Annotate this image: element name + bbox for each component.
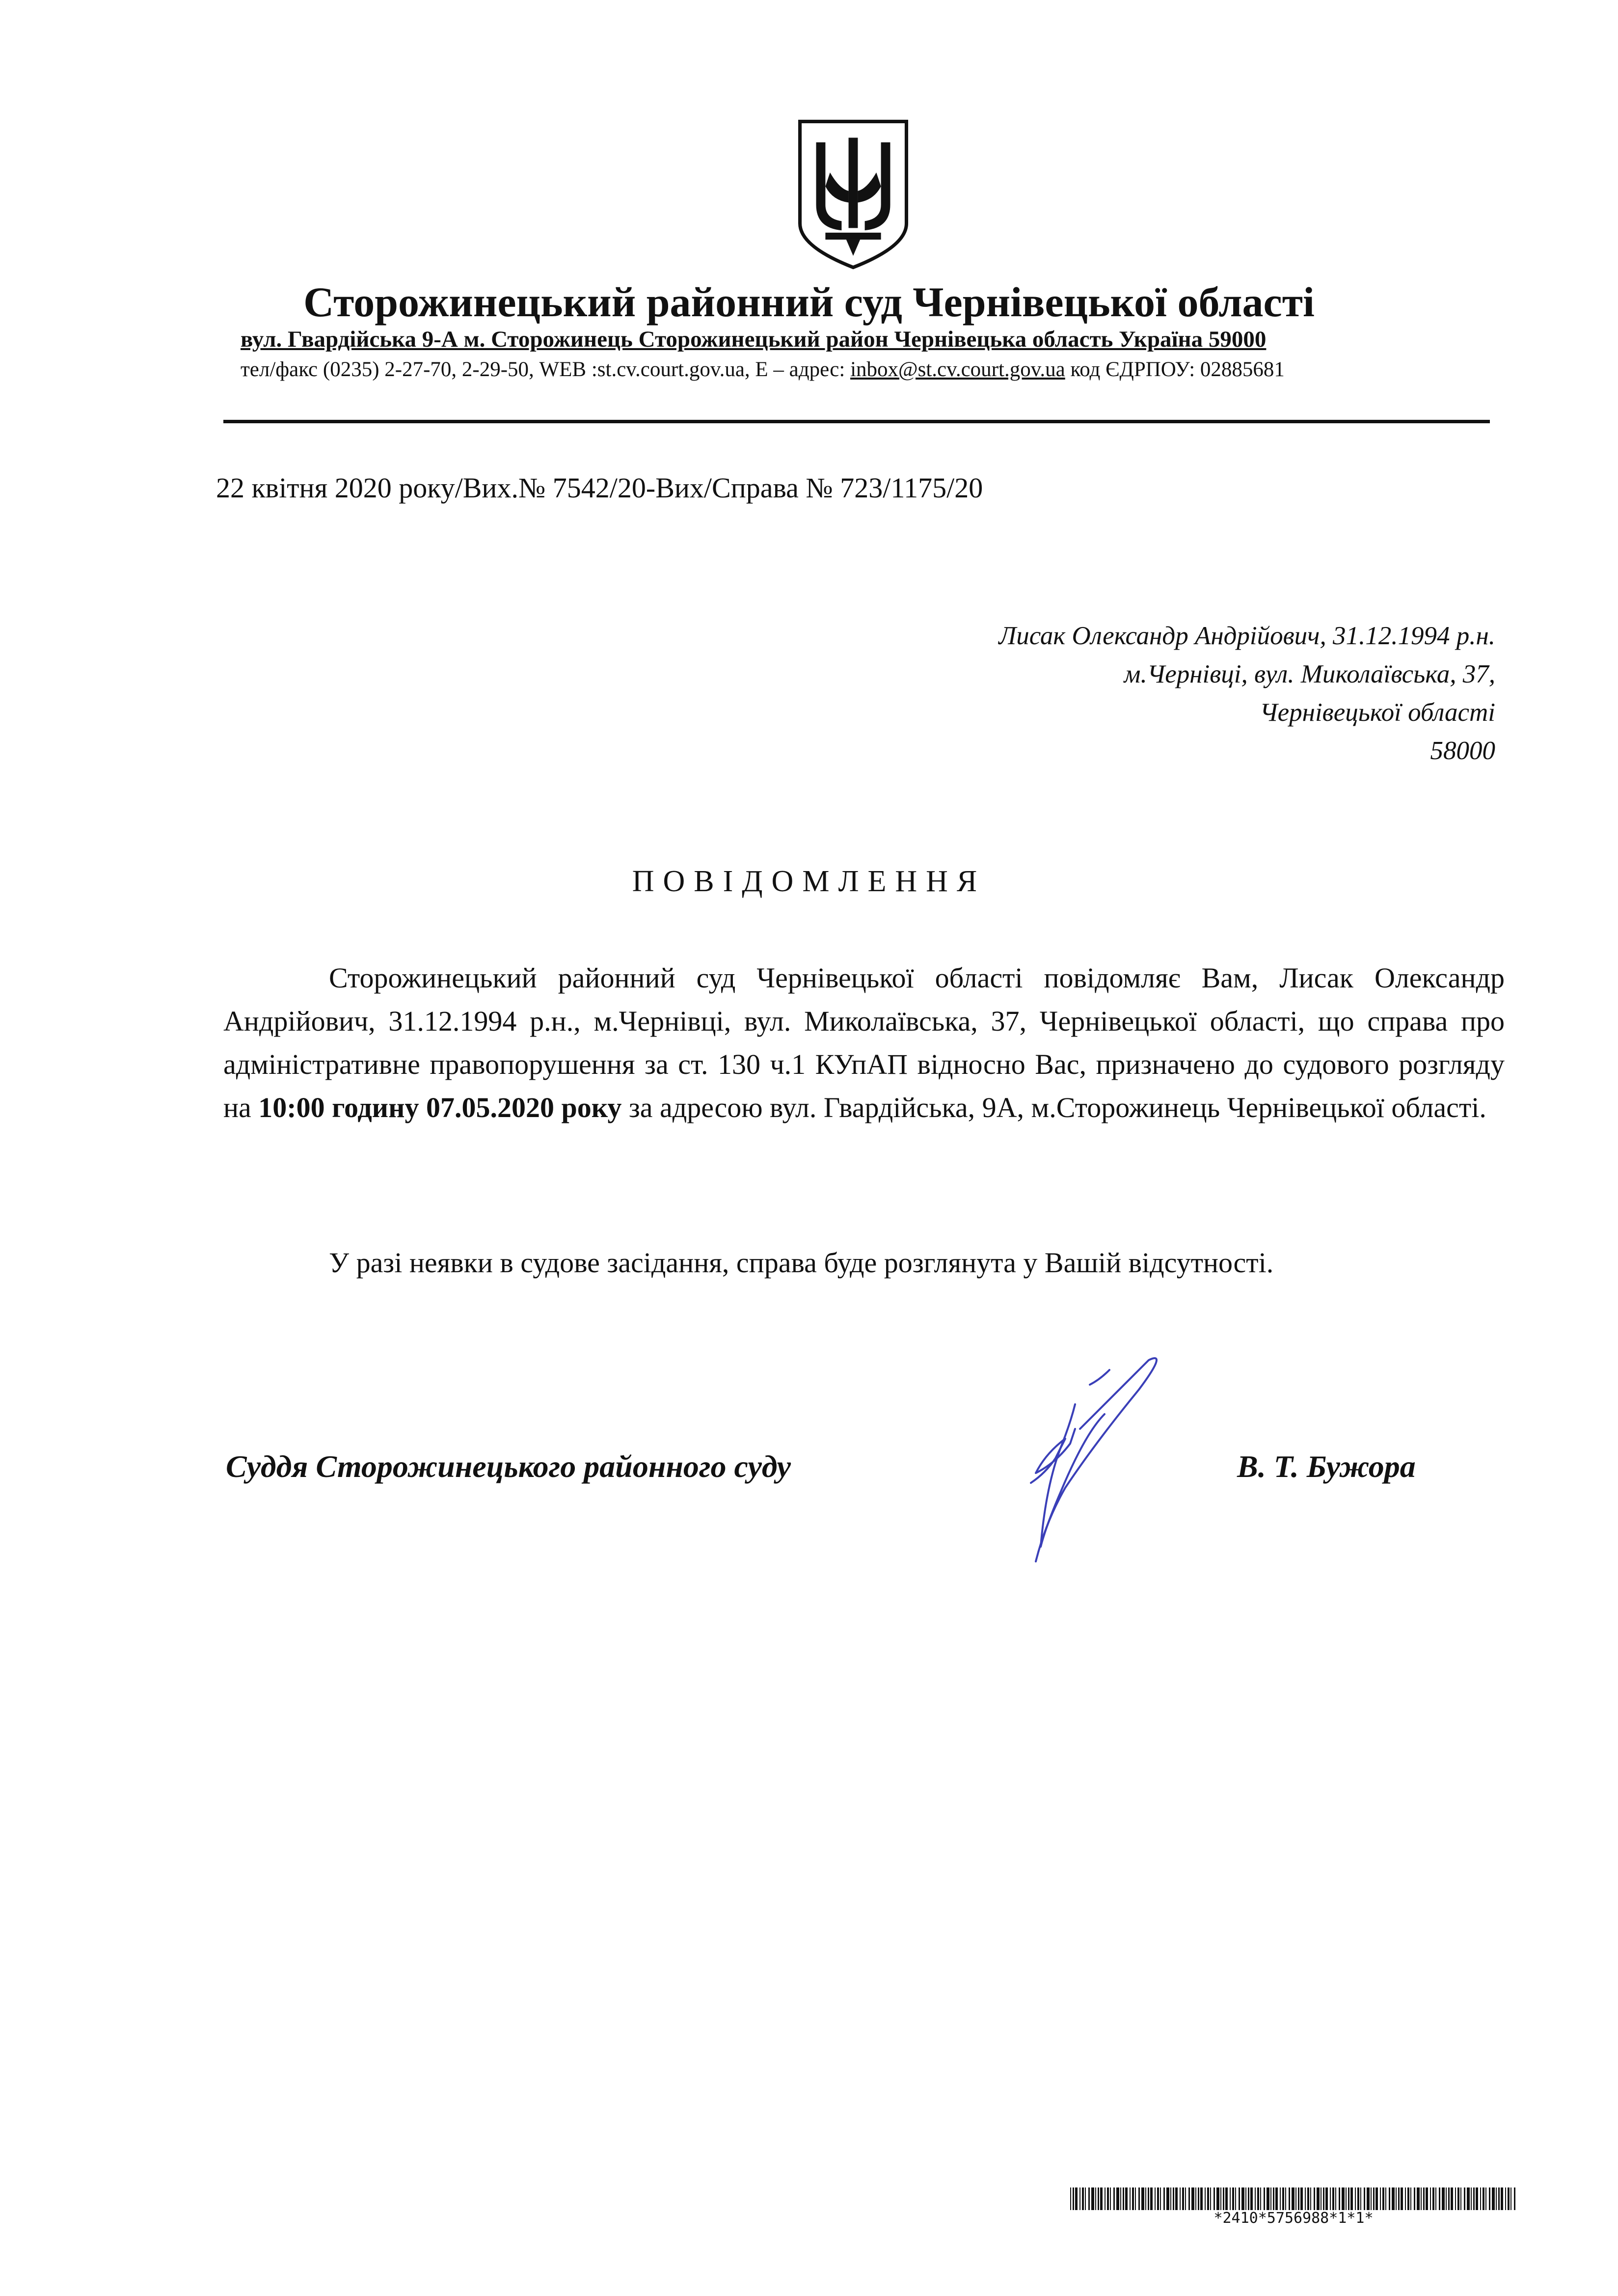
barcode-bar <box>1239 2187 1240 2210</box>
barcode-bar <box>1451 2187 1453 2210</box>
barcode-bar <box>1455 2187 1456 2210</box>
header-divider <box>223 420 1490 423</box>
barcode-bar <box>1188 2187 1190 2210</box>
court-contacts <box>241 357 1285 382</box>
barcode-bar <box>1342 2187 1345 2210</box>
barcode-bar <box>1082 2187 1084 2210</box>
barcode-bar <box>1113 2187 1115 2210</box>
barcode-bar <box>1280 2187 1281 2210</box>
body-paragraph-1 <box>223 957 1505 1129</box>
barcode-bar <box>1485 2187 1486 2210</box>
barcode-bar <box>1330 2187 1331 2210</box>
barcode-bar <box>1492 2187 1495 2210</box>
barcode-bar <box>1407 2187 1409 2210</box>
barcode-bar <box>1496 2187 1497 2210</box>
barcode-bar <box>1498 2187 1500 2210</box>
barcode-bar <box>1355 2187 1356 2210</box>
barcode-bar <box>1389 2187 1390 2210</box>
barcode-bar <box>1514 2187 1515 2210</box>
body-paragraph-2 <box>223 1241 1505 1285</box>
barcode-bar <box>1417 2187 1420 2210</box>
barcode-bar <box>1200 2187 1203 2210</box>
barcode-bar <box>1166 2187 1169 2210</box>
barcode-bar <box>1248 2187 1249 2210</box>
barcode-bar <box>1110 2187 1111 2210</box>
barcode-bar <box>1245 2187 1246 2210</box>
barcode-bar <box>1105 2187 1106 2210</box>
barcode-bar <box>1483 2187 1484 2210</box>
barcode-bar <box>1295 2187 1296 2210</box>
barcode-bar <box>1310 2187 1311 2210</box>
barcode-bar <box>1392 2187 1395 2210</box>
barcode-bar <box>1120 2187 1121 2210</box>
barcode-bar <box>1505 2187 1506 2210</box>
barcode-bar <box>1314 2187 1315 2210</box>
p1-text-a: Сторожинецький районний суд Чернівецької області повідомляє Вам, Лисак Олександр Андрійович, 31.12.1994 р.н., м.Чернівці, вул. Миколаївська, 37, Чернівецької області, що справа про адміністративне правопорушення за ст. 130 ч.1 КУпАП відносно Вас, призначено до судового розгляду на <box>223 962 1505 1123</box>
barcode-bar <box>1467 2187 1470 2210</box>
barcode-bar <box>1457 2187 1459 2210</box>
barcode-bar <box>1270 2187 1271 2210</box>
barcode-bar <box>1339 2187 1340 2210</box>
barcode-bar <box>1132 2187 1134 2210</box>
barcode-bar <box>1373 2187 1375 2210</box>
barcode-bar <box>1125 2187 1128 2210</box>
barcode-bar <box>1210 2187 1211 2210</box>
barcode-bar <box>1195 2187 1196 2210</box>
barcode-bar <box>1346 2187 1347 2210</box>
coat-of-arms-icon <box>795 117 911 272</box>
barcode-bar <box>1088 2187 1090 2210</box>
barcode-bar <box>1446 2187 1447 2210</box>
barcode-bar <box>1332 2187 1334 2210</box>
barcode-bar <box>1282 2187 1284 2210</box>
barcode-bar <box>1205 2187 1206 2210</box>
barcode-bar <box>1145 2187 1146 2210</box>
barcode-bar <box>1382 2187 1384 2210</box>
barcode-bar <box>1489 2187 1490 2210</box>
barcode-bar <box>1323 2187 1324 2210</box>
barcode-bar <box>1160 2187 1161 2210</box>
barcode-bar <box>1157 2187 1159 2210</box>
barcode-bar <box>1163 2187 1165 2210</box>
barcode-bar <box>1260 2187 1261 2210</box>
barcode-bar <box>1380 2187 1381 2210</box>
barcode-bar <box>1364 2187 1365 2210</box>
barcode-bar <box>1508 2187 1510 2210</box>
barcode-bar <box>1141 2187 1144 2210</box>
barcode-bar <box>1371 2187 1372 2210</box>
barcode-bar <box>1155 2187 1156 2210</box>
barcode-bar <box>1473 2187 1475 2210</box>
barcode-bar <box>1135 2187 1136 2210</box>
barcode-bar <box>1471 2187 1472 2210</box>
barcode-bar <box>1085 2187 1086 2210</box>
court-name: Сторожинецький районний суд Чернівецької області <box>303 278 1315 326</box>
barcode-bar <box>1107 2187 1109 2210</box>
barcode-bar <box>1423 2187 1425 2210</box>
barcode-bar <box>1241 2187 1244 2210</box>
barcode-bar <box>1405 2187 1406 2210</box>
barcode-bar <box>1255 2187 1256 2210</box>
recipient-line-4: 58000 <box>1430 737 1495 765</box>
barcode-bar <box>1098 2187 1099 2210</box>
barcode-bar <box>1298 2187 1299 2210</box>
barcode-bar <box>1216 2187 1219 2210</box>
barcode-bar <box>1464 2187 1465 2210</box>
barcode-bar <box>1350 2187 1353 2210</box>
barcode-bar <box>1267 2187 1269 2210</box>
barcode-bar <box>1476 2187 1478 2210</box>
barcode-bar <box>1198 2187 1199 2210</box>
barcode-bar <box>1410 2187 1411 2210</box>
barcode-bar <box>1385 2187 1386 2210</box>
barcode-bar <box>1430 2187 1431 2210</box>
barcode-bar <box>1414 2187 1415 2210</box>
barcode-bar <box>1095 2187 1096 2210</box>
barcode-bar <box>1264 2187 1265 2210</box>
barcode-bar <box>1214 2187 1215 2210</box>
recipient-line-1: Лисак Олександр Андрійович, 31.12.1994 р.н. <box>998 622 1495 650</box>
barcode-bar <box>1207 2187 1209 2210</box>
document-title: ПОВІДОМЛЕННЯ <box>632 865 986 898</box>
barcode-bar <box>1501 2187 1503 2210</box>
barcode-bar <box>1070 2187 1071 2210</box>
barcode-bar <box>1170 2187 1171 2210</box>
barcode-bar <box>1075 2187 1078 2210</box>
barcode-bar <box>1232 2187 1234 2210</box>
contacts-suffix: код ЄДРПОУ: 02885681 <box>1065 358 1285 381</box>
barcode-bar <box>1375 2187 1378 2210</box>
barcode-bar <box>1116 2187 1119 2210</box>
barcode-bar <box>1292 2187 1294 2210</box>
barcode-bar <box>1148 2187 1149 2210</box>
barcode-bar <box>1073 2187 1074 2210</box>
barcode-bar <box>1182 2187 1184 2210</box>
barcode-bar <box>1421 2187 1422 2210</box>
barcode-bar <box>1398 2187 1400 2210</box>
barcode-bar <box>1367 2187 1370 2210</box>
barcode-bar <box>1307 2187 1309 2210</box>
barcode-bar <box>1275 2187 1278 2210</box>
barcode-bar <box>1442 2187 1445 2210</box>
barcode-bar <box>1300 2187 1303 2210</box>
barcode-bar <box>1150 2187 1153 2210</box>
barcode-bar <box>1191 2187 1194 2210</box>
p1-text-b: за адресою вул. Гвардійська, 9А, м.Сторожинець Чернівецької області. <box>621 1092 1486 1123</box>
barcode-bar <box>1091 2187 1094 2210</box>
barcode-bar <box>1250 2187 1253 2210</box>
barcode-bar <box>1439 2187 1440 2210</box>
barcode-bar <box>1435 2187 1436 2210</box>
recipient-line-3: Чернівецької області <box>1260 698 1495 727</box>
p2-text: У разі неявки в судове засідання, справа буде розглянута у Вашій відсутності. <box>329 1247 1274 1279</box>
barcode-bar <box>1305 2187 1306 2210</box>
barcode-bar <box>1348 2187 1349 2210</box>
barcode-bar <box>1335 2187 1336 2210</box>
contacts-prefix: тел/факс (0235) 2-27-70, 2-29-50, WEB :st.cv.court.gov.ua, E – адрес: <box>241 358 851 381</box>
contacts-email: inbox@st.cv.court.gov.ua <box>850 358 1065 381</box>
barcode-bar <box>1225 2187 1228 2210</box>
barcode-bar <box>1460 2187 1461 2210</box>
barcode-bar <box>1432 2187 1434 2210</box>
barcode-bar <box>1396 2187 1397 2210</box>
barcode-bar <box>1426 2187 1428 2210</box>
recipient-line-2: м.Чернівці, вул. Миколаївська, 37, <box>1124 660 1495 688</box>
court-address: вул. Гвардійська 9-А м. Сторожинець Сторожинецький район Чернівецька область Україна 59000 <box>241 327 1267 352</box>
barcode-bar <box>1273 2187 1274 2210</box>
barcode-bar <box>1317 2187 1320 2210</box>
barcode-bar <box>1360 2187 1361 2210</box>
barcode-bar <box>1257 2187 1259 2210</box>
barcode-bar <box>1175 2187 1178 2210</box>
barcode-bar <box>1180 2187 1181 2210</box>
barcode-bar <box>1123 2187 1124 2210</box>
reference-line: 22 квітня 2020 року/Вих.№ 7542/20-Вих/Справа № 723/1175/20 <box>216 472 983 504</box>
p1-hearing-time: 10:00 годину 07.05.2020 року <box>258 1092 622 1123</box>
barcode-bar <box>1220 2187 1221 2210</box>
barcode-bar <box>1223 2187 1224 2210</box>
barcode-number: *2410*5756988*1*1* <box>1214 2210 1374 2227</box>
barcode-bar <box>1079 2187 1080 2210</box>
barcode-bar <box>1401 2187 1403 2210</box>
barcode-bar <box>1130 2187 1131 2210</box>
barcode-bar <box>1235 2187 1236 2210</box>
handwritten-signature-icon <box>1021 1355 1237 1591</box>
barcode-bar <box>1230 2187 1231 2210</box>
barcode-bar <box>1448 2187 1450 2210</box>
barcode-bar <box>1357 2187 1359 2210</box>
barcode-bar <box>1138 2187 1140 2210</box>
barcode-icon <box>1070 2187 1517 2210</box>
barcode-bar <box>1480 2187 1481 2210</box>
judge-title: Суддя Сторожинецького районного суду <box>226 1449 791 1484</box>
barcode-bar <box>1325 2187 1328 2210</box>
barcode-bar <box>1285 2187 1286 2210</box>
barcode-bar <box>1289 2187 1290 2210</box>
judge-name: В. Т. Бужора <box>1237 1449 1416 1484</box>
barcode-bar <box>1173 2187 1174 2210</box>
barcode-bar <box>1100 2187 1103 2210</box>
barcode-bar <box>1185 2187 1186 2210</box>
barcode-bar <box>1510 2187 1511 2210</box>
